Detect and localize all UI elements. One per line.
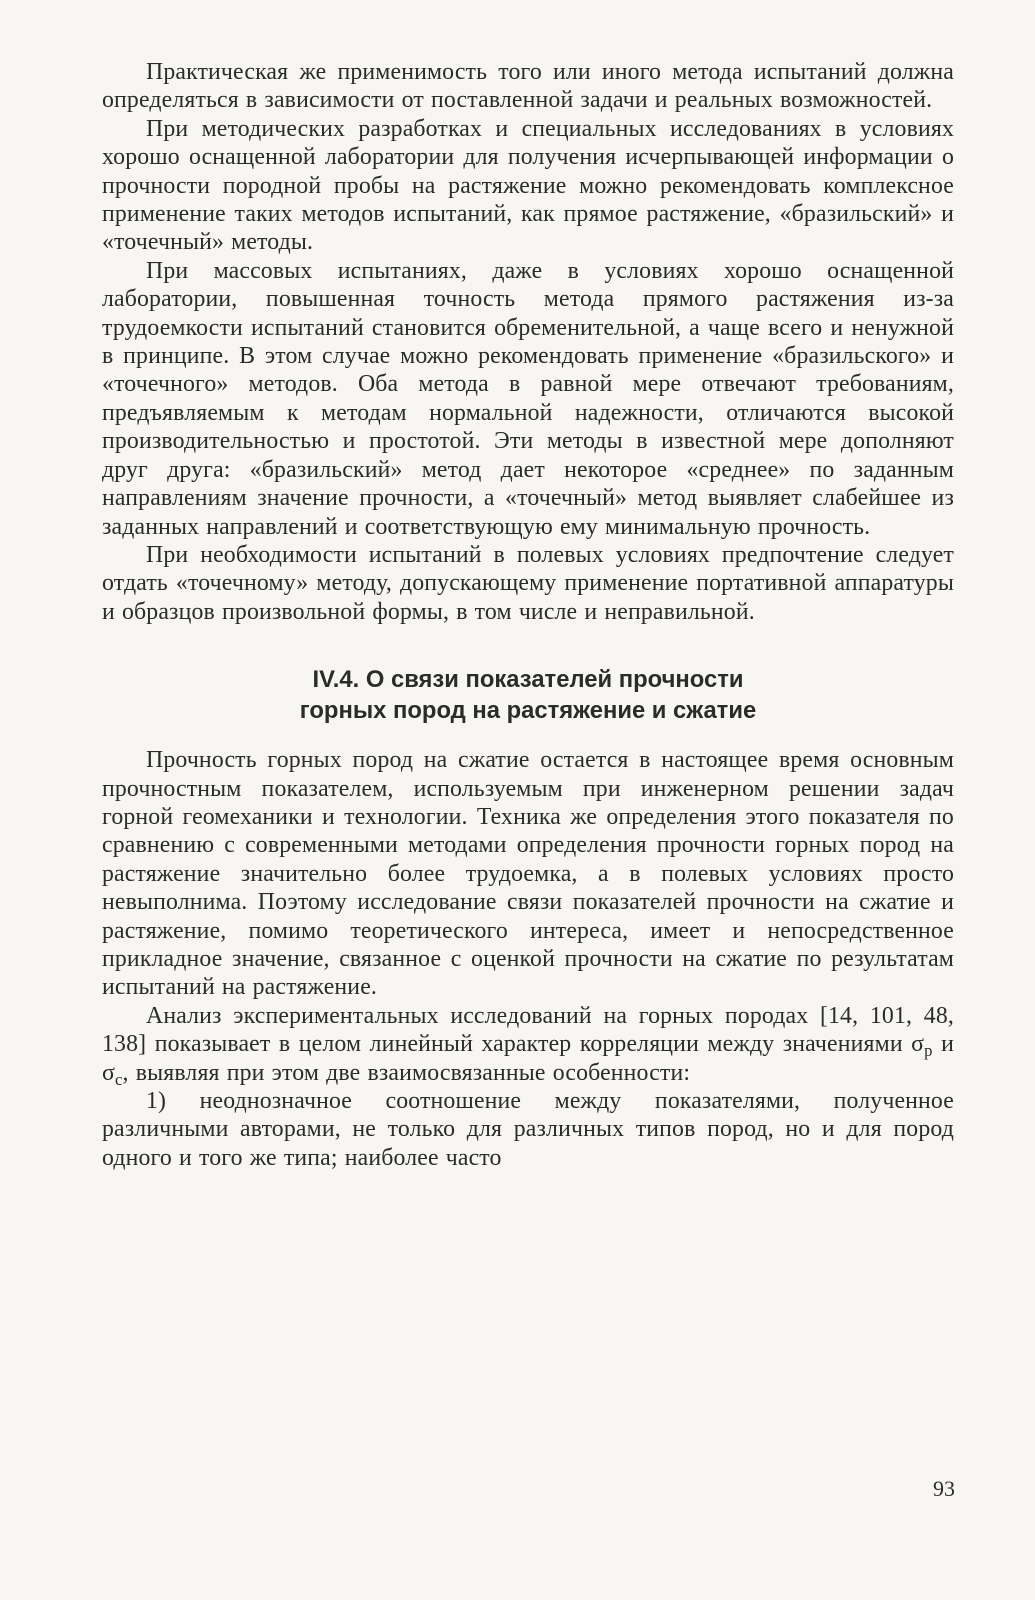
sigma-p-subscript: p bbox=[924, 1041, 933, 1061]
sigma-c-subscript: c bbox=[114, 1069, 123, 1089]
spacer bbox=[102, 626, 954, 664]
analysis-text-mid: и σ bbox=[102, 1031, 954, 1086]
section-heading bbox=[102, 664, 954, 726]
paragraph-applicability: Практическая же применимость того или иного метода испытаний должна определяться в зависимости от поставленной задачи и реальных возможностей. bbox=[102, 59, 954, 114]
analysis-text-before: Анализ экспериментальных исследований на горных породах [14, 101, 48, 138] показывает в целом линейный характер корреляции между значениями σ bbox=[102, 1002, 954, 1058]
paragraph-analysis bbox=[102, 1002, 954, 1087]
paragraph-field-conditions: При необходимости испытаний в полевых условиях предпочтение следует отдать «точечному» методу, допускающему применение портативной аппаратуры и образцов произвольной формы, в том числе и неправильной. bbox=[102, 541, 954, 625]
list-item-1: 1) неоднозначное соотношение между показателями, полученное различными авторами, не только для различных типов пород, но и для пород одного и того же типа; наиболее часто bbox=[102, 1088, 954, 1171]
analysis-text-after: , выявляя при этом две взаимосвязанные особенности: bbox=[122, 1059, 691, 1086]
spacer bbox=[102, 726, 954, 746]
paragraph-compression-strength: Прочность горных пород на сжатие остается в настоящее время основным прочностным показателем, используемым при инженерном решении задач горной геомеханики и технологии. Техника же определения этого показателя по сравнению с современными методами определения прочности горных пород на растяжение значительно более трудоемка, а в полевых условиях просто невыполнима. Поэтому исследование связи показателей прочности на сжатие и растяжение, помимо теоретического интереса, имеет и непосредственное прикладное значение, связанное с оценкой прочности на сжатие по результатам испытаний на растяжение. bbox=[102, 747, 954, 1001]
paragraph-methodical-research: При методических разработках и специальных исследованиях в условиях хорошо оснащенной лаборатории для получения исчерпывающей информации о прочности породной пробы на растяжение можно рекомендовать комплексное применение таких методов испытаний, как прямое растяжение, «бразильский» и «точечный» методы. bbox=[102, 115, 954, 256]
paragraph-mass-testing: При массовых испытаниях, даже в условиях хорошо оснащенной лаборатории, повышенная точность метода прямого растяжения из-за трудоемкости испытаний становится обременительной, а чаще всего и ненужной в принципе. В этом случае можно рекомендовать применение «бразильского» и «точечного» методов. Оба метода в равной мере отвечают требованиям, предъявляемым к методам нормальной надежности, отличаются высокой производительностью и простотой. Эти методы в известной мере дополняют друг друга: «бразильский» метод дает некоторое «среднее» по заданным направлениям значение прочности, а «точечный» метод выявляет слабейшее из заданных направлений и соответствующую ему минимальную прочность. bbox=[102, 257, 954, 540]
section-heading-line-2: горных пород на растяжение и сжатие bbox=[299, 697, 757, 725]
page-number: 93 bbox=[933, 1476, 955, 1501]
section-heading-line-1: IV.4. О связи показателей прочности bbox=[312, 666, 744, 694]
page-body bbox=[102, 58, 954, 1172]
